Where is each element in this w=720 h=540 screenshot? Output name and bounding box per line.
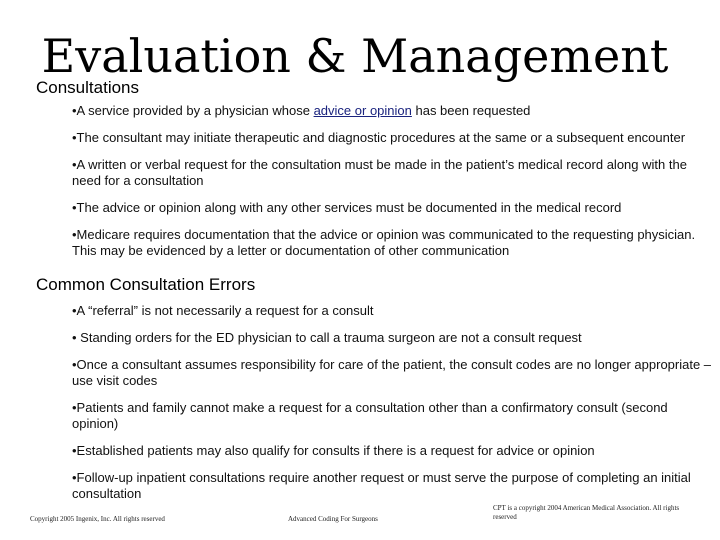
footer-copyright: Copyright 2005 Ingenix, Inc. All rights reserved <box>30 515 165 523</box>
footer-course-title: Advanced Coding For Surgeons <box>288 515 378 523</box>
bullet-item: •Once a consultant assumes responsibility for care of the patient, the consult codes are no longer appropriate – use visit codes <box>72 357 712 388</box>
section-heading-common-errors: Common Consultation Errors <box>36 275 256 294</box>
footer-cpt-notice: CPT is a copyright 2004 American Medical Association. All rights reserved <box>493 504 680 521</box>
bullet-item: •A written or verbal request for the consultation must be made in the patient’s medical record along with the need for a consultation <box>72 157 687 188</box>
bullet-item: •A service provided by a physician whose advice or opinion has been requested <box>72 103 531 118</box>
bullet-item: •Patients and family cannot make a request for a consultation other than a confirmatory consult (second opinion) <box>72 400 668 431</box>
bullet-item: •The consultant may initiate therapeutic and diagnostic procedures at the same or a subsequent encounter <box>72 130 686 145</box>
slide-title: Evaluation & Management <box>41 29 669 83</box>
errors-bullet-list <box>72 303 712 502</box>
consultations-bullet-list <box>72 103 712 259</box>
bullet-item: •A “referral” is not necessarily a request for a consult <box>72 303 374 318</box>
bullet-item: •Established patients may also qualify for consults if there is a request for advice or opinion <box>72 443 595 458</box>
bullet-item: • Standing orders for the ED physician to call a trauma surgeon are not a consult request <box>72 330 582 345</box>
advice-or-opinion-link[interactable]: advice or opinion <box>313 103 412 118</box>
bullet-item: •The advice or opinion along with any other services must be documented in the medical record <box>72 200 622 215</box>
section-heading-consultations: Consultations <box>36 78 140 97</box>
bullet-item: •Medicare requires documentation that the advice or opinion was communicated to the requesting physician. This may be evidenced by a letter or documentation of other communication <box>72 227 696 258</box>
bullet-item: •Follow-up inpatient consultations require another request or must serve the purpose of completing an initial consultation <box>72 470 691 501</box>
